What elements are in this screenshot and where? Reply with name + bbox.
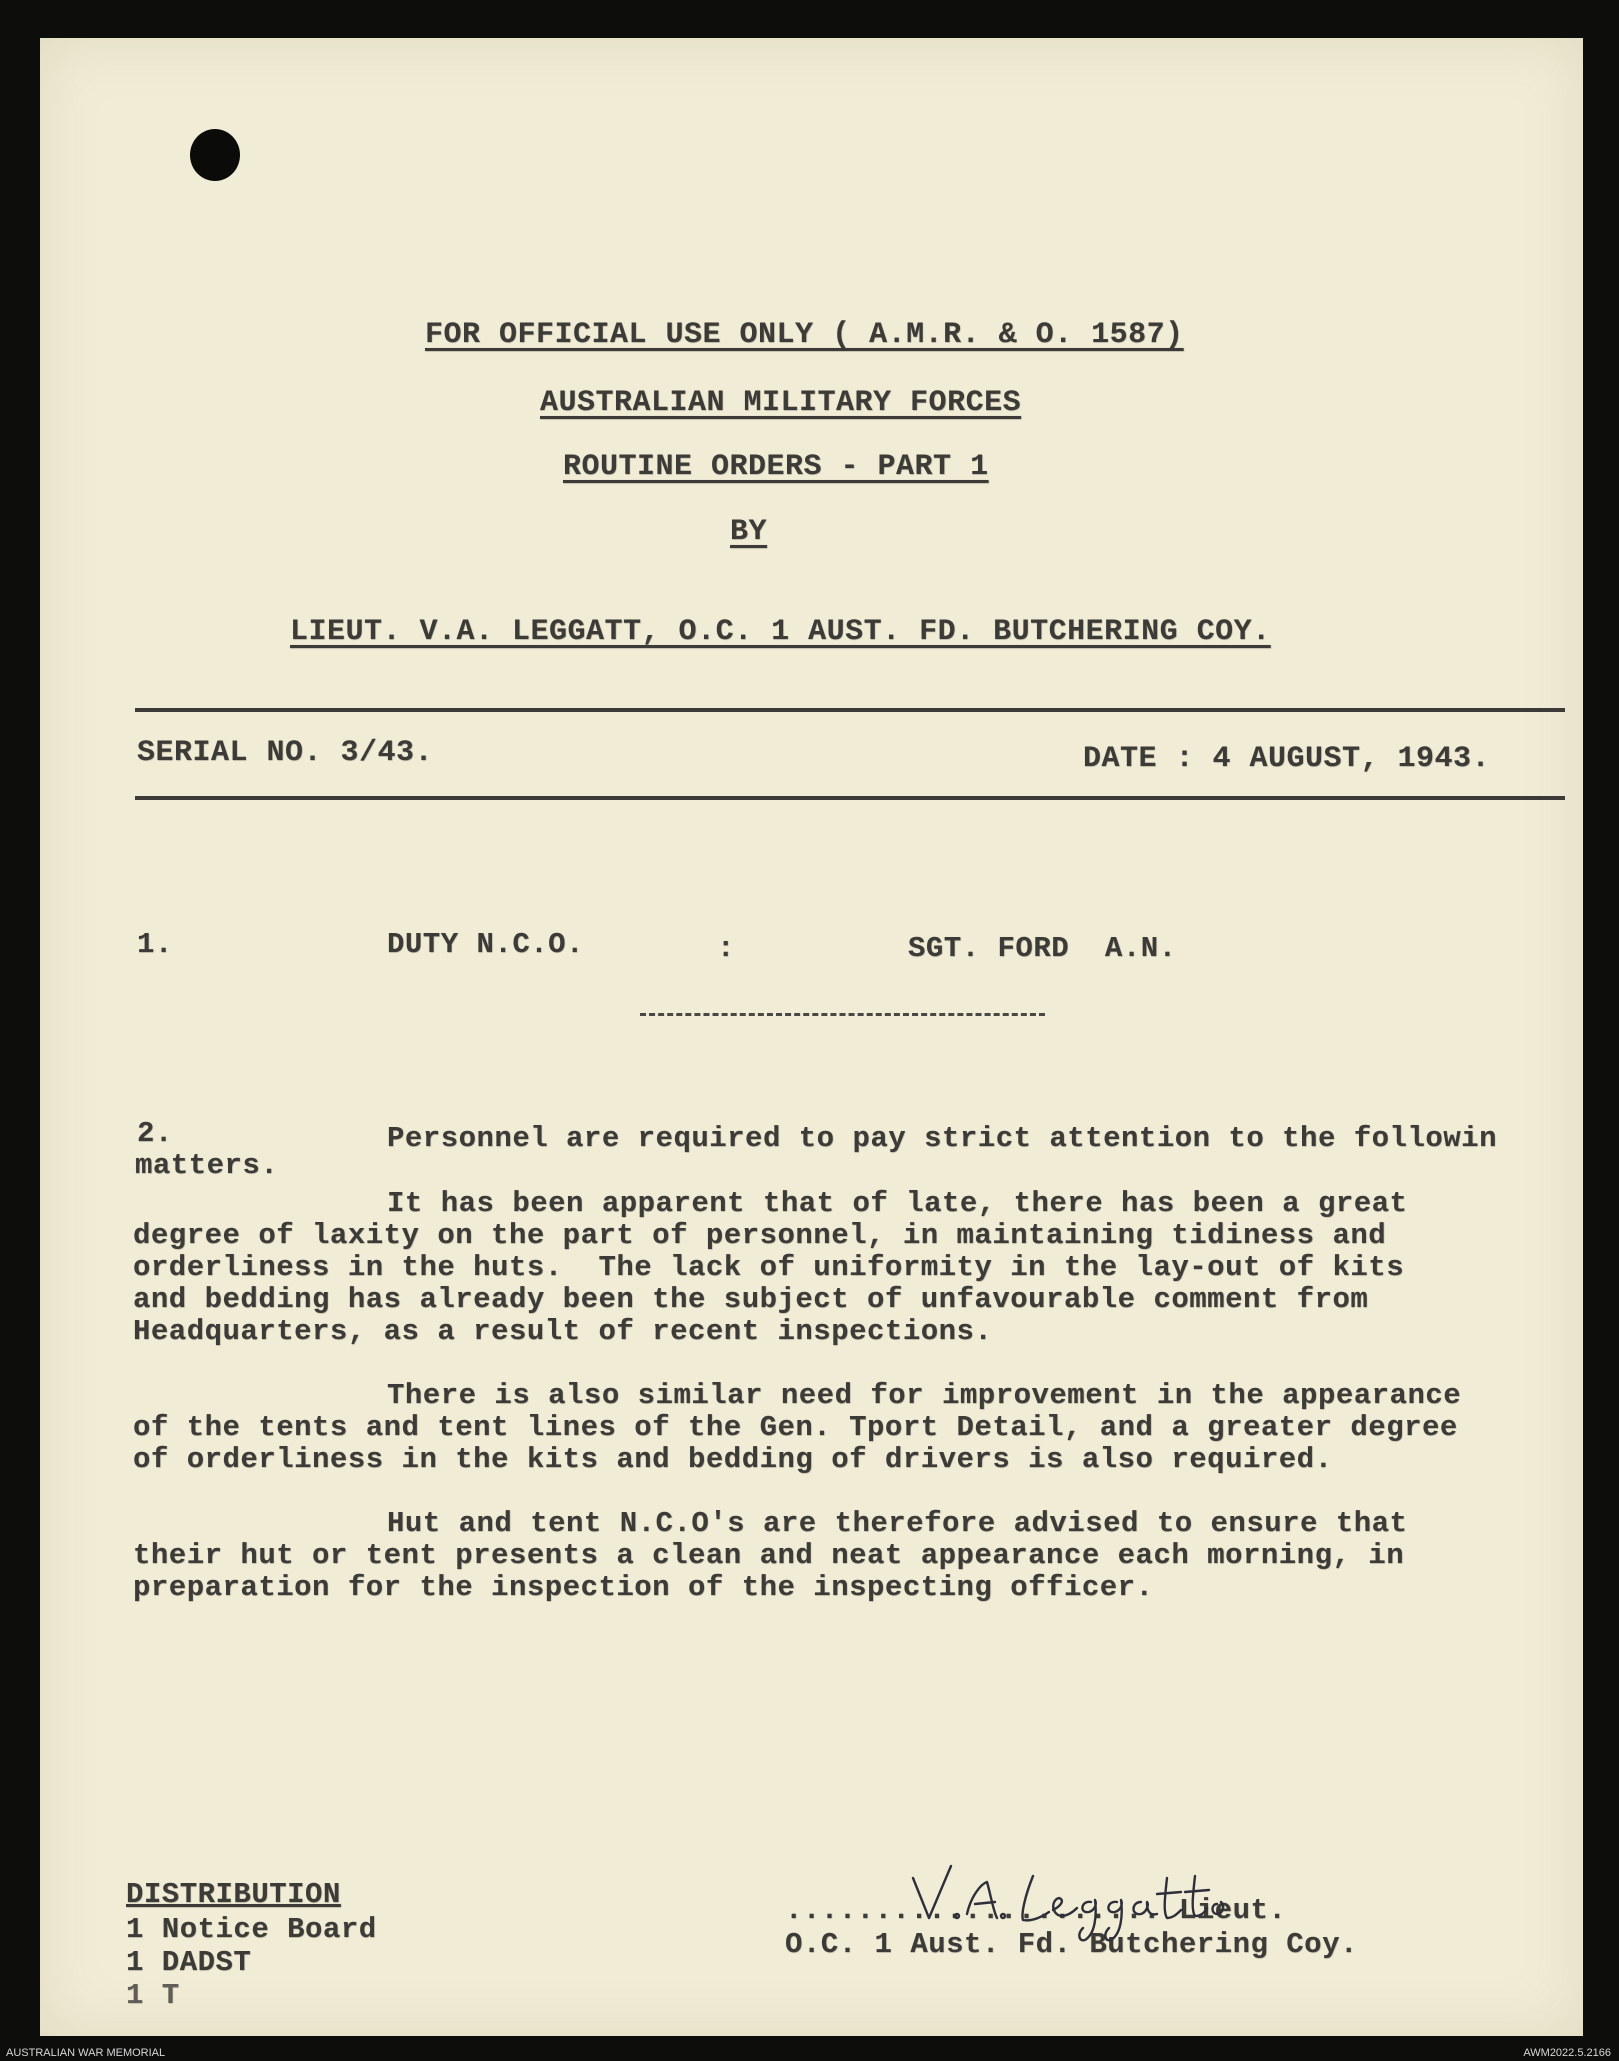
distribution-item: 1 Notice Board [126,1913,377,1946]
archive-credit: AUSTRALIAN WAR MEMORIAL [6,2047,166,2059]
handwritten-signature [905,1856,1235,1946]
para1-line: degree of laxity on the part of personnel, in maintaining tidiness and [133,1219,1387,1252]
punch-hole [190,129,240,181]
header-routine-orders: ROUTINE ORDERS - PART 1 [563,450,989,484]
para3-line: their hut or tent presents a clean and neat appearance each morning, in [133,1539,1405,1572]
para2-line: of the tents and tent lines of the Gen. Tport Detail, and a greater degree [133,1411,1458,1444]
item1-value: SGT. FORD A.N. [908,932,1177,965]
archive-accession: AWM2022.5.2166 [1523,2047,1611,2059]
item1-separator [640,1013,1045,1016]
distribution-heading: DISTRIBUTION [126,1878,341,1911]
item2-intro: Personnel are required to pay strict attention to the followin [387,1122,1497,1155]
header-military-forces: AUSTRALIAN MILITARY FORCES [540,386,1022,420]
header-by: BY [730,515,768,549]
order-date: DATE : 4 AUGUST, 1943. [1083,742,1491,776]
item1-number: 1. [137,928,173,961]
serial-number: SERIAL NO. 3/43. [137,736,434,770]
archive-footer-bar [0,2046,1619,2061]
item1-colon: : [717,932,735,965]
distribution-item: 1 T [126,1979,180,2012]
bottom-rule [135,796,1565,800]
para1-line: It has been apparent that of late, there has been a great [387,1187,1408,1220]
signature-title: O.C. 1 Aust. Fd. Butchering Coy. [785,1928,1358,1961]
signature-dots-line: ..................... Lieut. [785,1894,1287,1927]
para1-line: Headquarters, as a result of recent inspections. [133,1315,993,1348]
para3-line: preparation for the inspection of the inspecting officer. [133,1571,1154,1604]
item2-intro-cont: matters. [135,1149,279,1182]
item2-number: 2. [137,1117,173,1150]
para2-line: There is also similar need for improvement in the appearance [387,1379,1462,1412]
para2-line: of orderliness in the kits and bedding of drivers is also required. [133,1443,1333,1476]
para1-line: and bedding has already been the subject of unfavourable comment from [133,1283,1369,1316]
header-issuer: LIEUT. V.A. LEGGATT, O.C. 1 AUST. FD. BUTCHERING COY. [290,615,1271,649]
distribution-item: 1 DADST [126,1946,252,1979]
para3-line: Hut and tent N.C.O's are therefore advised to ensure that [387,1507,1408,1540]
para1-line: orderliness in the huts. The lack of uniformity in the lay-out of kits [133,1251,1405,1284]
header-official-use: FOR OFFICIAL USE ONLY ( A.M.R. & O. 1587) [425,318,1184,352]
item1-label: DUTY N.C.O. [387,928,584,961]
top-rule [135,708,1565,712]
